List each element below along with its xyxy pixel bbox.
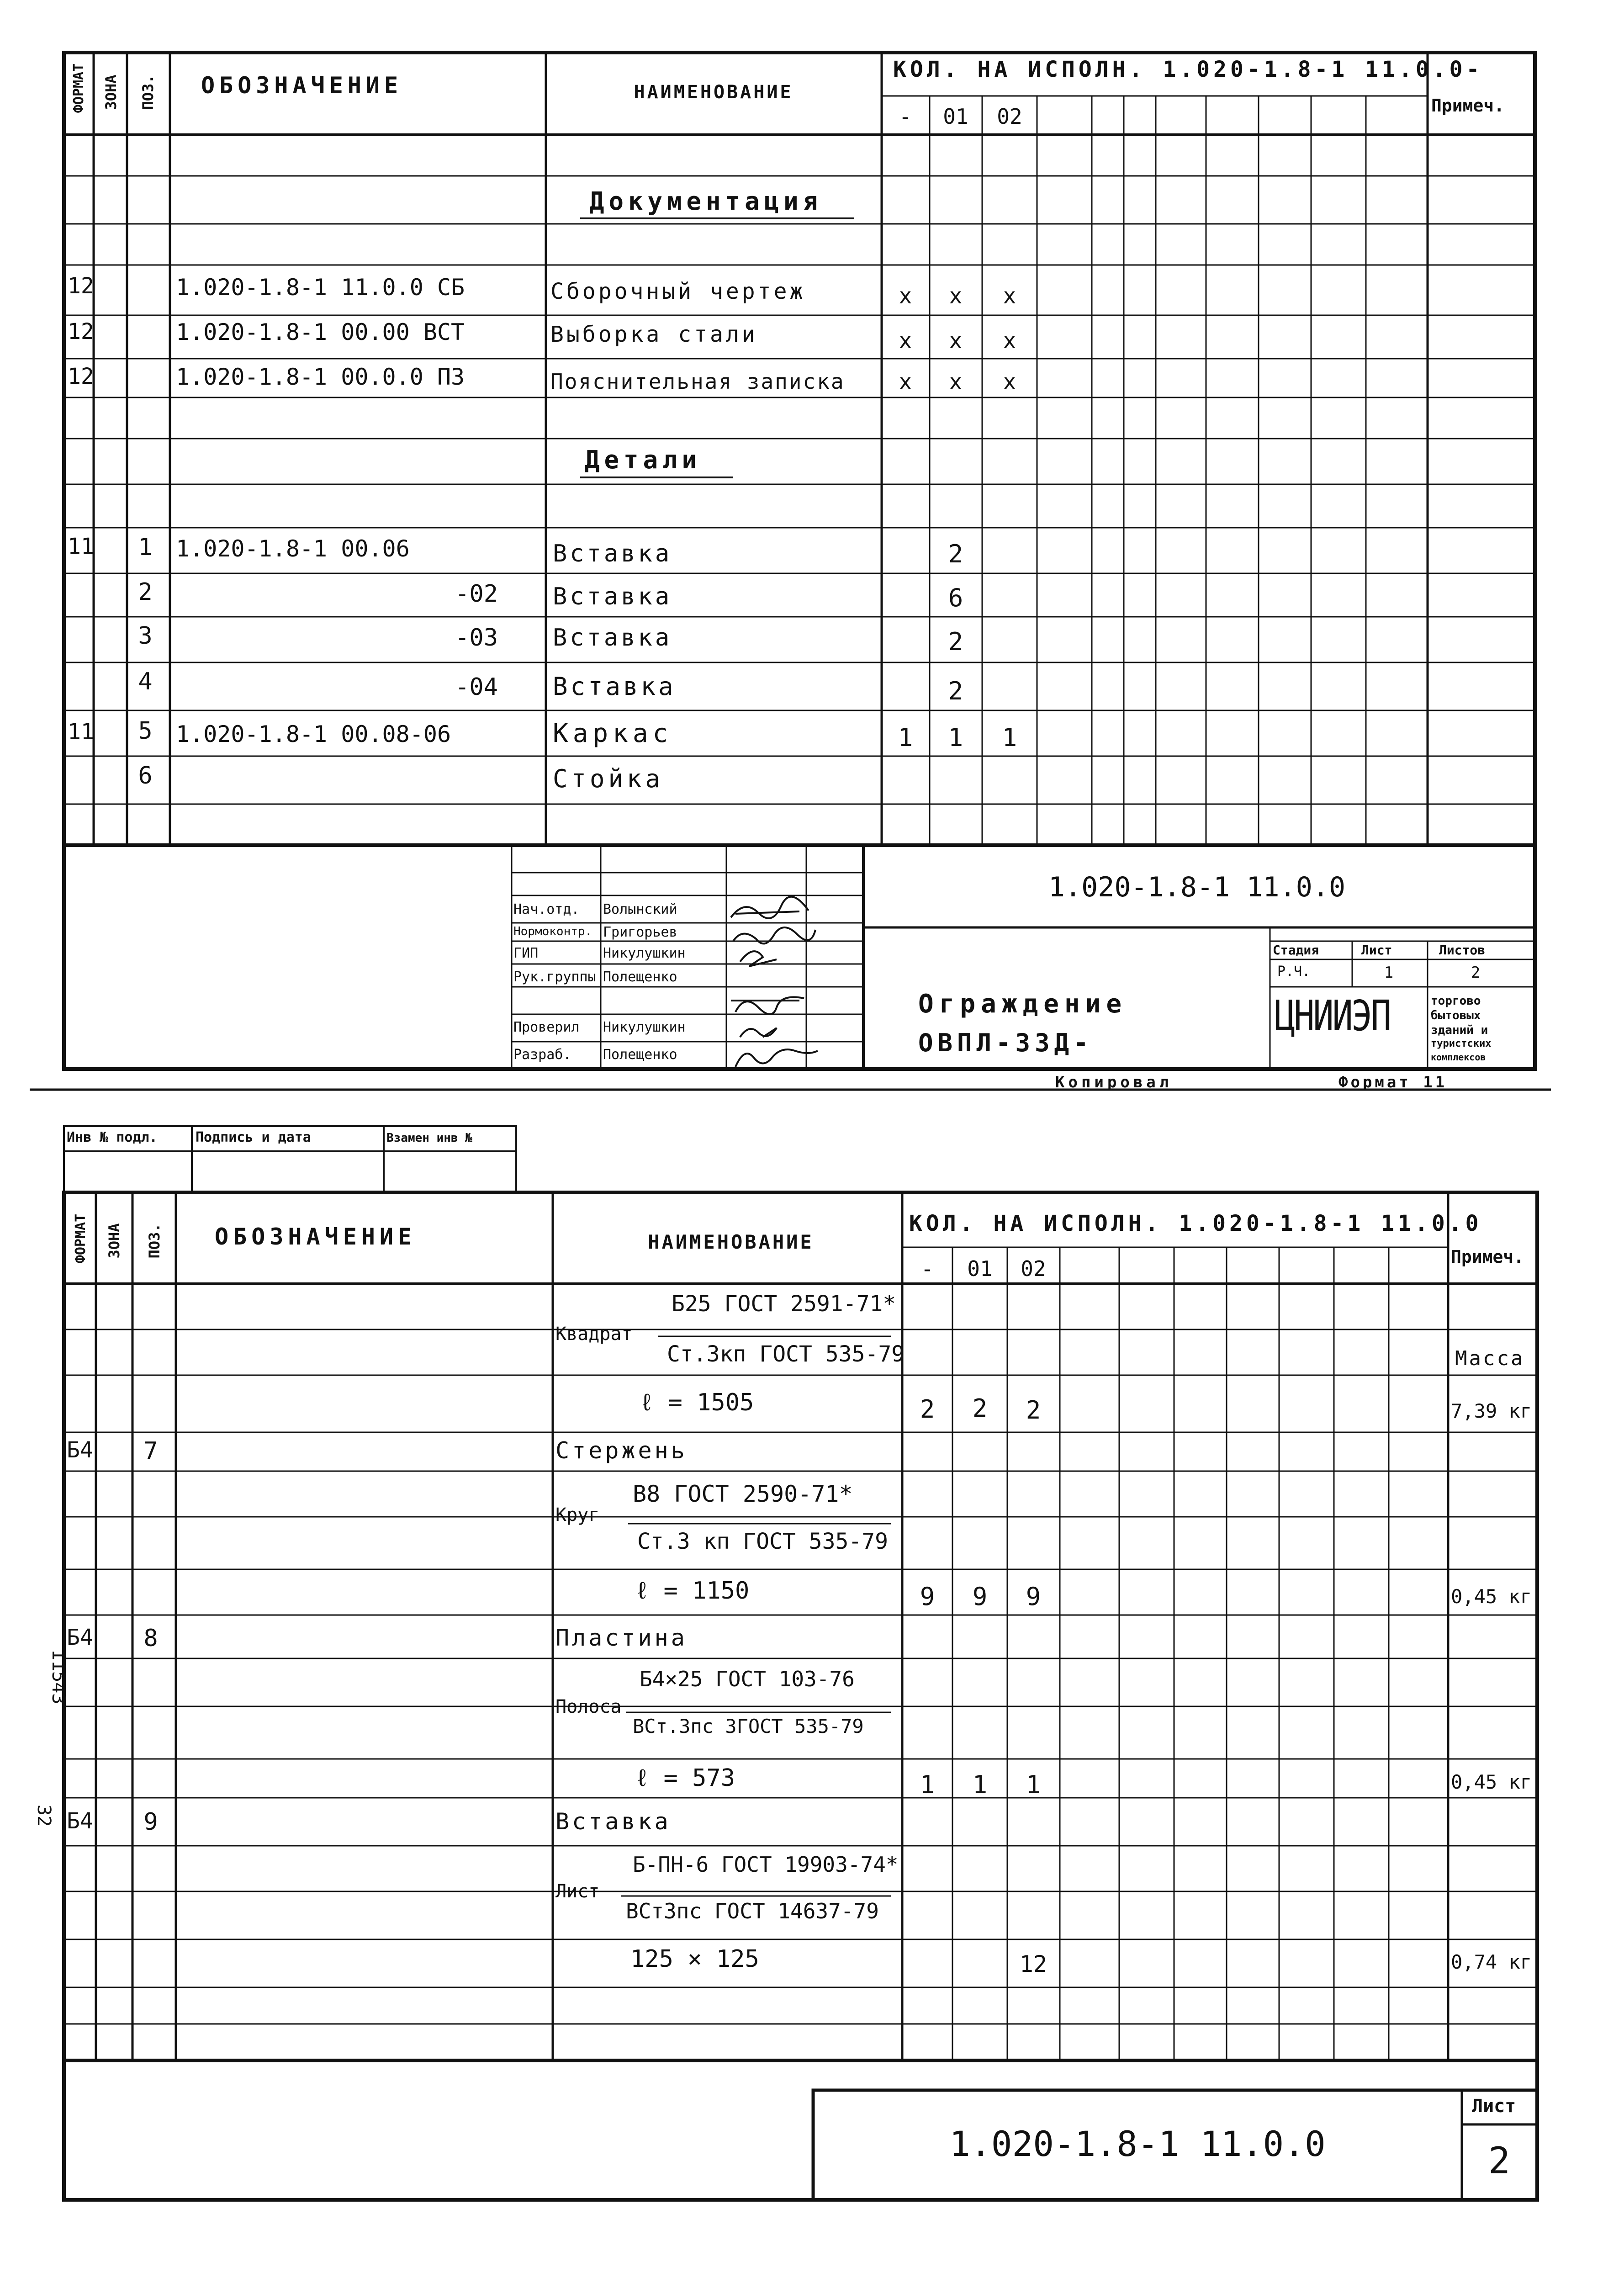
org-line: торгово	[1431, 994, 1481, 1008]
role-person: Григорьев	[603, 924, 677, 940]
sheet-label: Лист	[1361, 943, 1392, 958]
part-format: 11	[68, 534, 94, 559]
qty-01: 2	[972, 1394, 988, 1423]
header-qty-title: КОЛ. НА ИСПОЛН. 1.020-1.8-1 11.0.0	[909, 1211, 1482, 1236]
stage-value: Р.Ч.	[1277, 964, 1311, 980]
org-line: бытовых	[1431, 1009, 1481, 1022]
part-qty-01: 6	[948, 583, 963, 612]
org-line: туристских	[1431, 1038, 1492, 1049]
part-qty-02: 1	[1002, 723, 1017, 752]
part-designation: 1.020-1.8-1 00.06	[176, 535, 410, 562]
role-label: ГИП	[513, 945, 539, 961]
doc-qty-base: x	[899, 283, 912, 309]
mass-value: 0,45 кг	[1451, 1585, 1532, 1608]
header-designation: ОБОЗНАЧЕНИЕ	[201, 72, 403, 99]
doc-name: Сборочный чертеж	[550, 279, 806, 304]
header-name: НАИМЕНОВАНИЕ	[634, 82, 793, 103]
part-format: 11	[68, 719, 94, 745]
pos-number: 7	[143, 1437, 158, 1465]
org-line: комплексов	[1431, 1052, 1486, 1063]
sheet2-sheet-number: 2	[1488, 2140, 1511, 2182]
qty-02: 1	[1026, 1770, 1041, 1799]
header-var-base: -	[920, 1256, 934, 1282]
part-name: Стойка	[553, 764, 664, 793]
material-profile: Б4×25 ГОСТ 103-76	[640, 1667, 855, 1691]
role-person: Никулушкин	[603, 1019, 686, 1035]
part-name: Пластина	[555, 1625, 688, 1651]
doc-qty-01: x	[949, 283, 963, 309]
part-name: Вставка	[553, 583, 672, 610]
part-name: Стержень	[555, 1437, 688, 1464]
header-pos: ПОЗ.	[146, 1223, 163, 1259]
material-steel: ВСт3пс ГОСТ 14637-79	[626, 1899, 879, 1923]
margin-page: 32	[33, 1805, 54, 1827]
doc-qty-base: x	[899, 328, 912, 354]
doc-qty-02: x	[1003, 369, 1016, 395]
part-pos: 2	[138, 578, 153, 606]
pos-number: 8	[143, 1625, 158, 1652]
material-length: ℓ = 1150	[635, 1577, 750, 1605]
sheet-value: 1	[1384, 964, 1394, 982]
header-zone: ЗОНА	[102, 74, 120, 110]
doc-code-sheet2: 1.020-1.8-1 11.0.0	[949, 2124, 1326, 2164]
part-name: Каркас	[553, 719, 673, 748]
qty-02: 9	[1026, 1582, 1041, 1611]
header-var-02: 02	[997, 104, 1022, 129]
material-profile: Б-ПН-6 ГОСТ 19903-74*	[633, 1852, 899, 1877]
header-format: ФОРМАТ	[71, 63, 87, 113]
mass-label: Масса	[1455, 1347, 1525, 1370]
part-pos: 6	[138, 762, 153, 789]
stamp-vzam-inv: Взамен инв №	[386, 1131, 472, 1145]
mass-value: 7,39 кг	[1451, 1400, 1532, 1422]
copied-by-label: Копировал	[1055, 1073, 1173, 1091]
part-pos: 5	[138, 717, 153, 745]
material-steel: Ст.3 кп ГОСТ 535-79	[637, 1529, 889, 1554]
doc-format: 12	[68, 319, 94, 344]
part-designation: -03	[455, 624, 498, 651]
part-pos: 3	[138, 622, 153, 650]
material-name: Лист	[555, 1881, 600, 1902]
part-designation: -02	[455, 580, 498, 608]
mass-value: 0,74 кг	[1451, 1951, 1532, 1973]
part-designation: 1.020-1.8-1 00.08-06	[176, 721, 451, 747]
part-name: Вставка	[553, 540, 672, 567]
organization-logo: ЦНИИЭП	[1275, 991, 1390, 1040]
material-name: Квадрат	[555, 1324, 633, 1345]
doc-qty-01: x	[949, 328, 963, 354]
header-var-01: 01	[967, 1256, 993, 1281]
part-qty-01: 2	[948, 677, 963, 705]
qty-02: 12	[1019, 1951, 1047, 1977]
qty-base: 9	[920, 1582, 935, 1611]
pos-format: Б4	[67, 1437, 93, 1463]
drawing-title: Ограждение	[918, 989, 1127, 1019]
qty-02: 2	[1026, 1396, 1041, 1425]
part-pos: 1	[138, 534, 153, 561]
doc-designation: 1.020-1.8-1 11.0.0 СБ	[176, 274, 465, 301]
material-length: 125 × 125	[630, 1945, 759, 1973]
qty-base: 2	[920, 1395, 935, 1424]
part-qty-01: 2	[948, 540, 963, 568]
part-qty-01: 2	[948, 627, 963, 656]
header-designation: ОБОЗНАЧЕНИЕ	[215, 1223, 417, 1250]
header-format: ФОРМАТ	[73, 1213, 89, 1264]
header-pos: ПОЗ.	[139, 74, 157, 110]
stamp-sign-date: Подпись и дата	[196, 1129, 311, 1145]
header-name: НАИМЕНОВАНИЕ	[648, 1231, 814, 1253]
role-label: Нормоконтр.	[513, 925, 592, 938]
part-designation: -04	[455, 673, 498, 701]
material-profile: В8 ГОСТ 2590-71*	[633, 1481, 853, 1507]
role-person: Полещенко	[603, 969, 677, 985]
material-length: ℓ = 1505	[640, 1389, 754, 1416]
material-name: Полоса	[555, 1696, 622, 1717]
section-documentation: Документация	[589, 187, 823, 216]
format-label: Формат 11	[1338, 1073, 1448, 1091]
header-qty-title: КОЛ. НА ИСПОЛН. 1.020-1.8-1 11.0.0-	[893, 57, 1483, 82]
org-line: зданий и	[1431, 1023, 1488, 1037]
role-label: Рук.группы	[513, 969, 596, 985]
pos-format: Б4	[67, 1808, 93, 1834]
header-var-01: 01	[943, 104, 968, 129]
doc-format: 12	[68, 273, 94, 299]
doc-name: Пояснительная записка	[550, 369, 845, 394]
part-name: Вставка	[553, 624, 672, 651]
material-name: Круг	[555, 1504, 600, 1525]
sheets-value: 2	[1471, 964, 1481, 982]
doc-qty-base: x	[899, 369, 912, 395]
header-var-base: -	[899, 104, 912, 130]
part-name: Вставка	[553, 672, 676, 701]
pos-format: Б4	[67, 1625, 93, 1650]
material-steel: ВСт.3пс 3ГОСТ 535-79	[633, 1715, 864, 1737]
doc-qty-02: x	[1003, 283, 1016, 309]
doc-qty-01: x	[949, 369, 963, 395]
margin-number: 11543	[48, 1649, 69, 1705]
sheet2-sheet-label: Лист	[1472, 2096, 1516, 2117]
role-label: Разраб.	[513, 1047, 571, 1063]
role-label: Проверил	[513, 1019, 580, 1035]
doc-designation: 1.020-1.8-1 00.00 ВСТ	[176, 319, 465, 345]
doc-format: 12	[68, 364, 94, 389]
sheets-label: Листов	[1439, 943, 1486, 958]
role-label: Нач.отд.	[513, 901, 580, 917]
qty-01: 1	[972, 1770, 988, 1799]
material-steel: Ст.3кп ГОСТ 535-79	[667, 1341, 905, 1367]
qty-base: 1	[920, 1770, 935, 1799]
mass-value: 0,45 кг	[1451, 1771, 1532, 1793]
header-note: Примеч.	[1431, 95, 1505, 116]
part-name: Вставка	[555, 1808, 671, 1835]
role-person: Никулушкин	[603, 945, 686, 961]
drawing-subtitle: ОВПЛ-33Д-	[918, 1028, 1093, 1057]
header-zone: ЗОНА	[106, 1223, 123, 1259]
header-note: Примеч.	[1451, 1247, 1524, 1267]
header-var-02: 02	[1021, 1256, 1046, 1281]
doc-qty-02: x	[1003, 328, 1016, 354]
part-qty-base: 1	[898, 723, 913, 752]
role-person: Полещенко	[603, 1047, 677, 1063]
part-pos: 4	[138, 668, 153, 695]
doc-code-sheet1: 1.020-1.8-1 11.0.0	[1048, 871, 1346, 903]
stage-label: Стадия	[1273, 943, 1319, 958]
material-profile: Б25 ГОСТ 2591-71*	[672, 1291, 896, 1317]
stamp-inv-podl: Инв № подл.	[67, 1129, 158, 1145]
pos-number: 9	[143, 1808, 158, 1836]
material-length: ℓ = 573	[635, 1764, 735, 1792]
qty-01: 9	[972, 1582, 988, 1611]
doc-name: Выборка стали	[550, 322, 758, 347]
role-person: Волынский	[603, 901, 677, 917]
section-parts: Детали	[585, 445, 702, 474]
part-qty-01: 1	[948, 723, 963, 752]
doc-designation: 1.020-1.8-1 00.0.0 ПЗ	[176, 364, 465, 390]
